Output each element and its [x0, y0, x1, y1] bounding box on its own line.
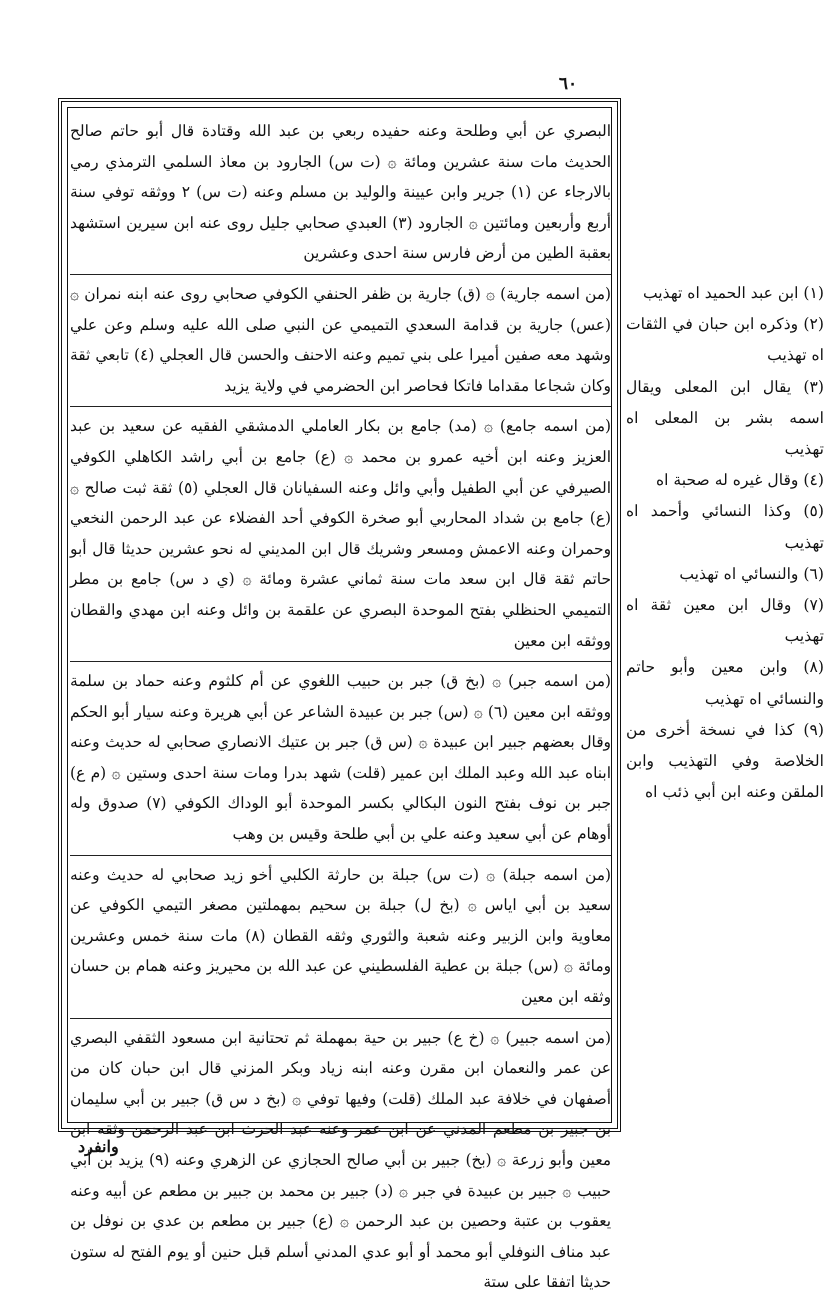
- entry-block-jabala: (من اسمه جبلة) ۞ (ت س) جبلة بن حارثة الكلبي أخو زيد صحابي له حديث وعنه سعيد بن أبي اياس ۞ (بخ ل) جبلة بن سحيم بمهملتين مصغر التيمي الكوفي عن معاوية وابن الزبير وعنه شعبة والثوري وثقه القطان (٨) مات سنة خمس وعشرين ومائة ۞ (س) جبلة بن عطية الفلسطيني عن عبد الله بن محيريز وعنه همام بن حسان وثقه ابن معين: [70, 860, 611, 1019]
- catchword: وانفرد: [78, 1137, 119, 1156]
- marginal-notes: [626, 278, 824, 838]
- marginal-note: (٩) كذا في نسخة أخرى من الخلاصة وفي التهذيب وابن الملقن وعنه ابن أبي ذئب اه: [626, 720, 824, 802]
- marginal-note: (٣) يقال ابن المعلى ويقال اسمه بشر بن المعلى اه تهذيب: [626, 377, 824, 459]
- page-number: ٦٠: [558, 74, 578, 94]
- marginal-note: (٧) وقال ابن معين ثقة اه تهذيب: [626, 596, 824, 646]
- entry-block-jami: (من اسمه جامع) ۞ (مد) جامع بن بكار العاملي الدمشقي الفقيه عن سعيد بن عبد العزيز وعنه ابن أخيه عمرو بن محمد ۞ (ع) جامع بن أبي راشد الكاهلي الكوفي الصيرفي عن أبي الطفيل وأبي وائل وعنه السفيانان قال العجلي (٥) ثقة ثبت صالح ۞ (ع) جامع بن شداد المحاربي أبو صخرة الكوفي أحد الفضلاء عن عبد الرحمن النخعي وحمران وعنه الاعمش ومسعر وشريك قال ابن المديني له نحو عشرين حديثا قال أبو حاتم ثقة قال ابن سعد مات سنة ثماني عشرة ومائة ۞ (ي د س) جامع بن مطر التميمي الحنظلي بفتح الموحدة البصري عن علقمة بن وائل وعنه ابن مهدي والقطان ووثقه ابن معين: [70, 411, 611, 662]
- marginal-note: (٤) وقال غيره له صحبة اه: [655, 471, 824, 490]
- entry-block: البصري عن أبي وطلحة وعنه حفيده ربعي بن عبد الله وقتادة قال أبو حاتم صالح الحديث مات سنة عشرين ومائة ۞ (ت س) الجارود بن معاذ السلمي الترمذي رمي بالارجاء عن (١) جرير وابن عيينة والوليد بن مسلم وعنه (ت س) ٢ ووثقه توفي سنة أربع وأربعين ومائتين ۞ الجارود (٣) العبدي صحابي جليل روى عنه ابن سيرين استشهد بعقبة الطين من أرض فارس سنة احدى وعشرين: [70, 116, 611, 275]
- marginal-note: (٥) وكذا النسائي وأحمد اه تهذيب: [626, 502, 824, 552]
- marginal-note: (٢) وذكره ابن حبان في الثقات اه تهذيب: [626, 315, 824, 365]
- marginal-note: (٨) وابن معين وأبو حاتم والنسائي اه تهذيب: [626, 658, 824, 708]
- entry-block-jubair: (من اسمه جبير) ۞ (خ ع) جبير بن حية بمهملة ثم تحتانية ابن مسعود الثقفي البصري عن عمر والنعمان ابن مقرن وعنه ابنه زياد وبكر المزني قال ابن حبان كان من أصفهان في خلافة عبد الملك (قلت) وفيها توفي ۞ (بخ د س ق) جبير بن أبي سليمان بن جبير بن مطعم المدني عن ابن عمر وعنه عبد الحرث ابن عبد الرحمن وثقه ابن معين وأبو زرعة ۞ (بخ) جبير بن أبي صالح الحجازي عن الزهري وعنه (٩) يزيد بن أبي حبيب ۞ جبير بن عبيدة في جبر ۞ (د) جبير بن محمد بن جبير بن مطعم عن أبيه وعنه يعقوب بن عتبة وحصين بن عبد الرحمن ۞ (ع) جبير بن مطعم بن عدي بن نوفل بن عبد مناف النوفلي أبو محمد أو أبو عدي المدني أسلم قبل حنين أو يوم الفتح له ستون حديثا اتفقا على ستة: [70, 1028, 611, 1292]
- marginal-note: (١) ابن عبد الحميد اه تهذيب: [642, 284, 824, 302]
- marginal-note: (٦) والنسائي اه تهذيب: [679, 564, 824, 583]
- entry-block-jariya: (من اسمه جارية) ۞ (ق) جارية بن ظفر الحنفي الكوفي صحابي روى عنه ابنه نمران ۞ (عس) جارية بن قدامة السعدي التميمي عن النبي صلى الله عليه وسلم وعن علي وشهد معه صفين أميرا على بني تميم وعنه الاحنف والحسن قال العجلي (٤) تابعي ثقة وكان شجاعا مقداما فاتكا فحاصر ابن الحضرمي في ولاية يزيد: [70, 279, 611, 407]
- entry-block-jabr: (من اسمه جبر) ۞ (بخ ق) جبر بن حبيب اللغوي عن أم كلثوم وعنه حماد بن سلمة ووثقه ابن معين (٦) ۞ (س) جبر بن عبيدة الشاعر عن أبي هريرة وعنه سيار أبو الحكم وقال بعضهم جبير ابن عبيدة ۞ (س ق) جبر بن عتيك الانصاري صحابي له حديث وعنه ابناه عبد الله وعبد الملك ابن عمير (قلت) شهد بدرا ومات سنة احدى وستين ۞ (م ع) جبر بن نوف بفتح النون البكالي بكسر الموحدة أبو الوداك الكوفي (٧) صدوق وله أوهام عن أبي سعيد وعنه علي بن أبي طلحة وقيس بن وهب: [70, 666, 611, 856]
